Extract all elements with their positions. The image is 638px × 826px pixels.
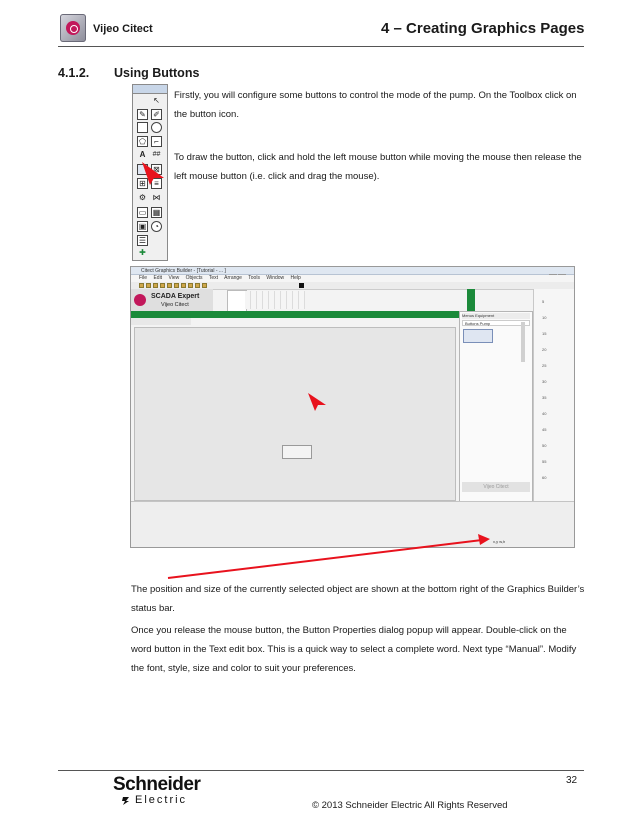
status-position-size: x,y w,h [493, 539, 506, 544]
canvas-red-arrow-icon [307, 392, 329, 412]
paragraph-configure-buttons: Firstly, you will configure some buttons to control the mode of the pump. On the Toolbox click on the button icon. [174, 90, 577, 120]
print-icon [195, 283, 200, 288]
ruler-mark: 15 [542, 331, 547, 336]
rectangle-tool-icon [137, 122, 148, 133]
color-swatch-icon [299, 283, 304, 288]
text-tool-icon: A [139, 150, 146, 159]
cut-icon [160, 283, 165, 288]
cicode-tool-icon: ≡ [151, 178, 162, 189]
ruler-mark: 60 [542, 475, 547, 480]
menu-help: Help [290, 275, 301, 281]
tool-palette-icon [227, 290, 247, 312]
polygon-tool-icon: ⬠ [137, 136, 148, 147]
paste-icon [174, 283, 179, 288]
trend-tool-icon: ⊞ [137, 178, 148, 189]
paragraph-draw-button: To draw the button, click and hold the left mouse button while moving the mouse then release the left mouse button (i.e. click and drag the mouse). [174, 152, 582, 182]
menu-arrange: Arrange [224, 275, 242, 281]
paragraph-status-bar: The position and size of the currently selected object are shown at the bottom right of the Graphics Builder’s status bar. [131, 584, 585, 614]
pen-tool-icon: ✎ [137, 109, 148, 120]
undo-icon [181, 283, 186, 288]
ruler-mark: 20 [542, 347, 547, 352]
chart-tool-icon: ▭ [138, 208, 147, 217]
menu-window: Window [266, 275, 285, 281]
pointer-tool-icon: ↖ [153, 96, 160, 105]
toolbox-titlebar [133, 85, 167, 94]
panel-subtitle: Buttons Pump [462, 320, 530, 326]
number-tool-icon: ## [152, 151, 161, 158]
grid-tool-icon: ▦ [152, 208, 161, 217]
ruler-mark: 50 [542, 443, 547, 448]
footer-divider [58, 770, 584, 771]
menu-bar [131, 275, 574, 282]
page-tab-row [131, 318, 191, 325]
ruler-mark: 10 [542, 315, 547, 320]
banner-title: SCADA Expert [151, 293, 200, 300]
status-bar-pointer-arrow-icon [160, 530, 500, 585]
symbol-set-tool-icon: ⊠ [151, 164, 162, 175]
schneider-electric-mark-icon [121, 796, 131, 806]
section-title: Using Buttons [114, 66, 200, 80]
color-palette [245, 291, 305, 309]
banner-subtitle: Vijeo Citect [161, 302, 189, 308]
ruler-mark: 5 [542, 299, 545, 304]
copyright-notice: © 2013 Schneider Electric All Rights Reserved [312, 800, 508, 811]
redo-icon [188, 283, 193, 288]
vijeo-citect-logo-icon [60, 14, 86, 42]
new-icon [139, 283, 144, 288]
database-tool-icon: ☰ [138, 236, 147, 245]
vijeo-logo-icon [134, 294, 146, 306]
pump-tool-icon: ⚙ [138, 193, 147, 202]
page-number: 32 [566, 775, 578, 786]
ruler-mark: 55 [542, 459, 547, 464]
clock-tool-icon: ◔ [151, 221, 162, 232]
side-ruler [533, 289, 575, 504]
panel-footer: Vijeo Citect [462, 482, 530, 492]
menu-tools: Tools [248, 275, 260, 281]
panel-button-thumbnail [463, 329, 493, 343]
valve-tool-icon: ⋈ [152, 193, 161, 202]
image-tool-icon: ▣ [138, 222, 147, 231]
pipe-tool-icon: ⌐ [151, 136, 162, 147]
menu-text: Text [208, 275, 219, 281]
zoom-icon [202, 283, 207, 288]
ruler-mark: 35 [542, 395, 547, 400]
menu-objects: Objects [185, 275, 203, 281]
paragraph-button-properties: Once you release the mouse button, the Button Properties dialog popup will appear. Double-click on the word button in the Text edit box. This is a quick way to select a complete word. Next type “Manual”. Modify the font, style, size and color to suit your preferences. [131, 625, 577, 674]
ruler-mark: 30 [542, 379, 547, 384]
panel-scrollbar [521, 322, 525, 362]
header-product-name: Vijeo Citect [93, 23, 153, 35]
ruler-mark: 45 [542, 427, 547, 432]
graphics-builder-screenshot [130, 266, 575, 548]
ellipse-tool-icon [151, 122, 162, 133]
header-divider [58, 46, 584, 47]
pencil-tool-icon: ✐ [151, 109, 162, 120]
window-controls [548, 268, 572, 274]
window-titlebar: Citect Graphics Builder - [Tutorial - ... ] [131, 267, 574, 275]
drawing-canvas [134, 327, 456, 501]
green-page-bar [131, 311, 473, 318]
scada-expert-banner [131, 289, 213, 311]
menu-view: View [168, 275, 180, 281]
schneider-logo-text: Schneider [113, 774, 201, 795]
open-icon [146, 283, 151, 288]
drawn-button-outline [282, 445, 312, 459]
panel-tabs: Menus Equipment [462, 313, 530, 319]
red-pointer-arrow-icon [140, 160, 170, 186]
copy-icon [167, 283, 172, 288]
menu-edit: Edit [153, 275, 163, 281]
ruler-mark: 40 [542, 411, 547, 416]
section-number: 4.1.2. [58, 66, 90, 80]
save-icon [153, 283, 158, 288]
green-panel-edge [467, 289, 475, 313]
ruler-mark: 25 [542, 363, 547, 368]
schneider-logo-subtext: Electric [135, 794, 188, 806]
header-chapter-title: 4 – Creating Graphics Pages [381, 20, 585, 37]
paste-tool-icon: ✚ [139, 248, 146, 257]
menu-file: File [139, 275, 148, 281]
